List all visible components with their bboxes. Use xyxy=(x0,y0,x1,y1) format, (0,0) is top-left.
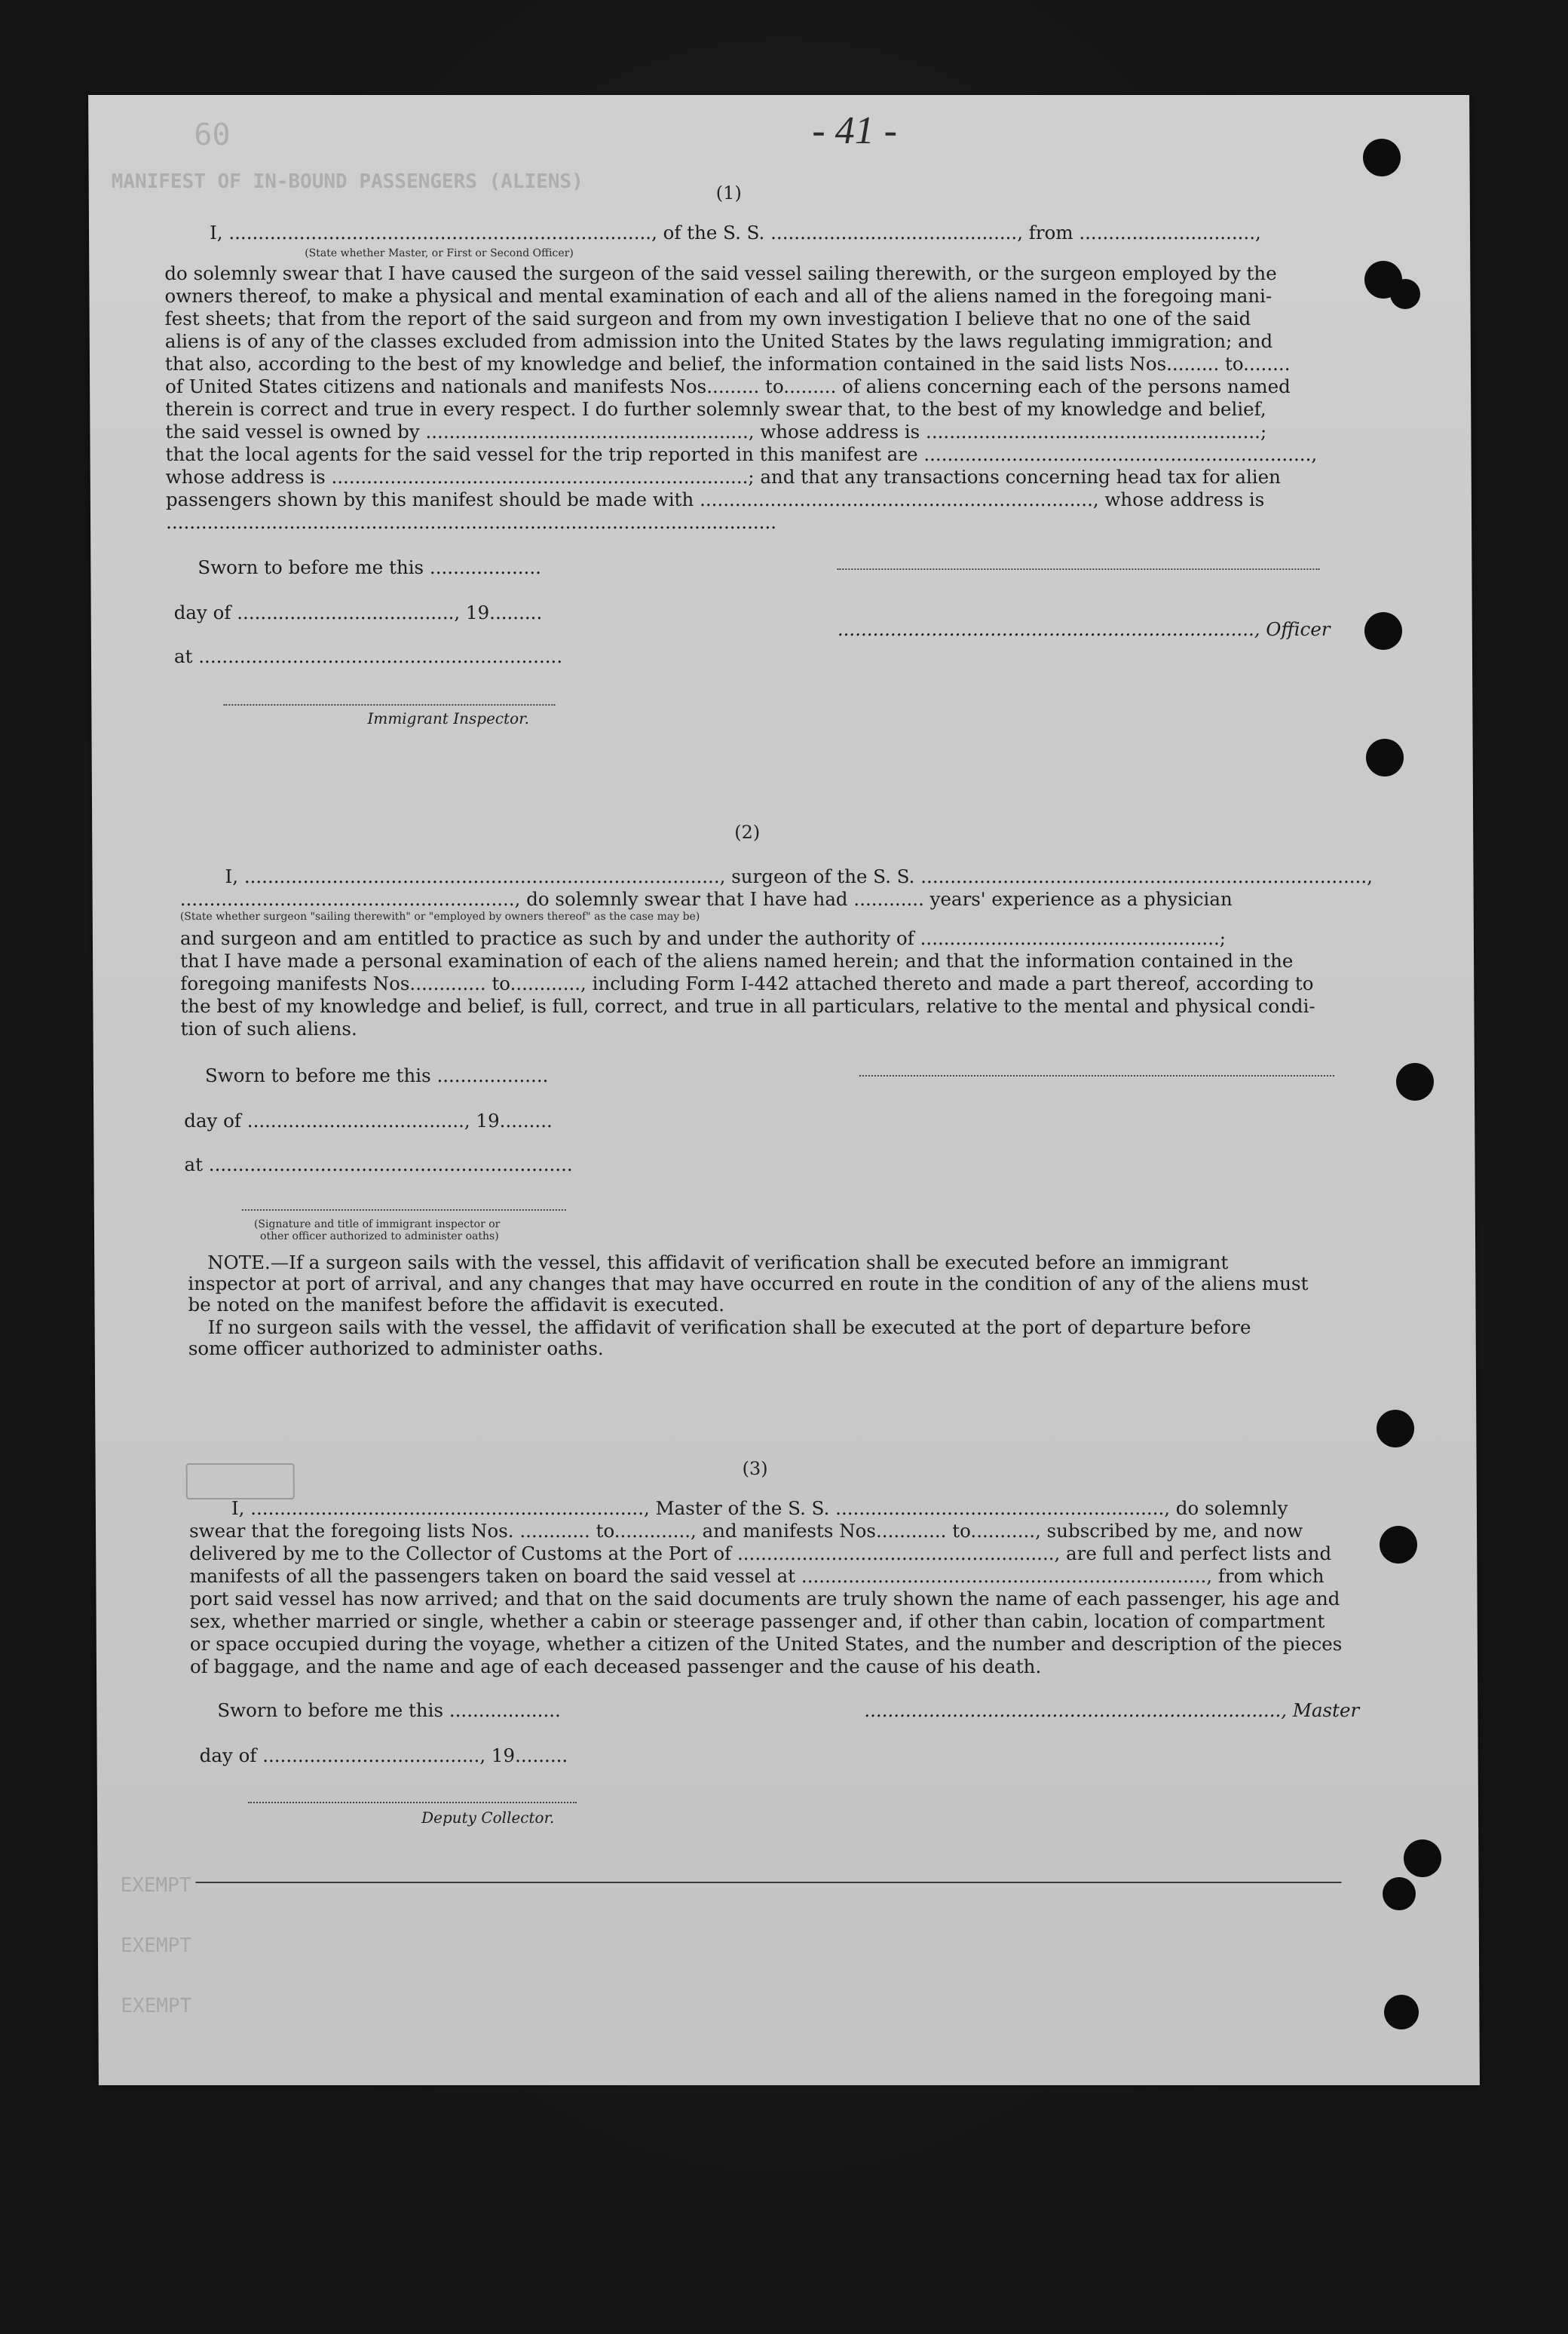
bleed-title: MANIFEST OF IN-BOUND PASSENGERS (ALIENS) xyxy=(111,170,583,193)
s3-line-4: manifests of all the passengers taken on board the said vessel at ....................................................................., from which xyxy=(189,1565,1325,1587)
bottom-rule xyxy=(195,1882,1341,1883)
section-3-number: (3) xyxy=(742,1458,768,1479)
s3-line-8: of baggage, and the name and age of each deceased passenger and the cause of his death. xyxy=(189,1656,1042,1677)
s1-officer: ......................................................................., Officer xyxy=(837,618,1331,640)
s3-day: day of ....................................., 19......... xyxy=(199,1744,568,1766)
s2-line-7: tion of such aliens. xyxy=(180,1018,357,1040)
s1-note-master: (State whether Master, or First or Second Officer) xyxy=(305,247,574,259)
punch-hole-11 xyxy=(1384,1995,1419,2029)
s1-inspector: Immigrant Inspector. xyxy=(367,709,529,727)
s3-collector-line xyxy=(248,1802,577,1803)
bleed-page-number: 60 xyxy=(194,118,231,152)
s1-inspector-line xyxy=(223,704,555,706)
manifest-back-page xyxy=(88,95,1480,2085)
s2-line-6: the best of my knowledge and belief, is full, correct, and true in all particulars, relative to the mental and physical condi- xyxy=(180,995,1315,1017)
punch-hole-10 xyxy=(1383,1877,1416,1910)
punch-hole-4 xyxy=(1364,612,1402,650)
s2-sworn: Sworn to before me this ................... xyxy=(204,1064,549,1086)
s2-note-2: inspector at port of arrival, and any changes that may have occurred en route in the condition of any of the aliens must xyxy=(188,1273,1309,1294)
punch-hole-6 xyxy=(1396,1063,1434,1101)
s2-line-5: foregoing manifests Nos............. to............, including Form I-442 attached thereto and made a part thereof, according to xyxy=(180,972,1314,994)
s3-master: ......................................................................., Master xyxy=(864,1699,1360,1721)
s3-line-7: or space occupied during the voyage, whether a citizen of the United States, and the number and description of the pieces xyxy=(189,1633,1343,1655)
section-1-number: (1) xyxy=(715,182,742,204)
s3-sworn: Sworn to before me this ................... xyxy=(217,1699,561,1721)
punch-hole-1 xyxy=(1363,139,1401,176)
punch-hole-7 xyxy=(1377,1410,1414,1447)
bleed-exempt-1: EXEMPT xyxy=(120,1874,191,1897)
s1-day: day of ....................................., 19......... xyxy=(173,602,543,623)
s2-note-4: If no surgeon sails with the vessel, the affidavit of verification shall be executed at the port of departure before xyxy=(207,1316,1251,1338)
section-2-number: (2) xyxy=(734,822,761,843)
punch-hole-3 xyxy=(1390,279,1420,309)
s1-line-11: whose address is .......................................................................; and that any transactions concerning head tax for alien xyxy=(165,466,1281,488)
bleed-exempt-2: EXEMPT xyxy=(120,1934,191,1957)
s3-line-3: delivered by me to the Collector of Customs at the Port of ......................................................, are full and perfect lists and xyxy=(189,1542,1332,1564)
s2-signature-note-2: other officer authorized to administer oaths) xyxy=(259,1230,499,1242)
handwritten-sheet-number: - 41 - xyxy=(812,109,898,152)
s1-line-8: therein is correct and true in every respect. I do further solemnly swear that, to the best of my knowledge and belief, xyxy=(165,398,1266,420)
s2-line-4: that I have made a personal examination of each of the aliens named herein; and that the information contained in the xyxy=(180,950,1294,972)
s2-line-3: and surgeon and am entitled to practice as such by and under the authority of ...................................................; xyxy=(179,927,1227,949)
s2-inspector-line xyxy=(242,1209,566,1211)
s1-signature-line xyxy=(837,568,1319,570)
bleed-stamp xyxy=(186,1463,295,1499)
s2-note-5: some officer authorized to administer oaths. xyxy=(188,1337,604,1359)
s3-collector: Deputy Collector. xyxy=(421,1809,555,1827)
s2-signature-note-1: (Signature and title of immigrant inspector or xyxy=(253,1218,501,1230)
s2-at: at .............................................................. xyxy=(184,1153,573,1175)
s2-line-1: I, ................................................................................., surgeon of the S. S. ............................................................................, xyxy=(225,865,1373,887)
s1-line-7: of United States citizens and nationals and manifests Nos......... to......... of aliens concerning each of the persons named xyxy=(165,375,1291,397)
s1-line-1: I, ........................................................................, of the S. S. .........................................., from .............................., xyxy=(209,222,1261,244)
s1-line-13: ........................................................................................................ xyxy=(165,511,777,533)
s1-line-3: owners thereof, to make a physical and mental examination of each and all of the aliens named in the foregoing mani- xyxy=(164,285,1272,307)
s3-line-2: swear that the foregoing lists Nos. ............ to............., and manifests Nos............ to..........., subscribed by me, and now xyxy=(188,1520,1303,1542)
s1-line-10: that the local agents for the said vessel for the trip reported in this manifest are .................................................................., xyxy=(165,443,1318,465)
s3-line-5: port said vessel has now arrived; and that on the said documents are truly shown the name of each passenger, his age and xyxy=(189,1588,1340,1610)
s3-line-1: I, ..................................................................., Master of the S. S. ........................................................, do solemnly xyxy=(231,1497,1288,1519)
s2-day: day of ....................................., 19......... xyxy=(184,1110,553,1132)
s1-at: at .............................................................. xyxy=(173,645,563,667)
punch-hole-8 xyxy=(1380,1526,1417,1564)
s2-note-3: be noted on the manifest before the affidavit is executed. xyxy=(188,1294,725,1316)
bleed-exempt-3: EXEMPT xyxy=(121,1995,192,2017)
s3-line-6: sex, whether married or single, whether a cabin or steerage passenger and, if other than cabin, location of compartment xyxy=(189,1610,1325,1632)
s2-signature-line xyxy=(859,1075,1334,1077)
s1-line-2: do solemnly swear that I have caused the surgeon of the said vessel sailing therewith, or the surgeon employed by the xyxy=(164,262,1277,284)
s1-line-12: passengers shown by this manifest should be made with ..................................................................., whose address is xyxy=(165,489,1265,510)
s1-line-4: fest sheets; that from the report of the said surgeon and from my own investigation I believe that no one of the said xyxy=(164,308,1251,329)
s2-note-1: NOTE.—If a surgeon sails with the vessel, this affidavit of verification shall be executed before an immigrant xyxy=(207,1251,1229,1273)
s1-line-9: the said vessel is owned by ......................................................., whose address is .........................................................; xyxy=(165,421,1267,443)
s1-line-6: that also, according to the best of my knowledge and belief, the information contained in the said lists Nos......... to........ xyxy=(164,353,1291,375)
s1-line-5: aliens is of any of the classes excluded from admission into the United States by the laws regulating immigration; and xyxy=(164,330,1273,352)
s2-line-2: ........................................................., do solemnly swear that I have had ............ years' experience as a physician xyxy=(179,888,1233,910)
s2-note-surgeon: (State whether surgeon "sailing therewith" or "employed by owners thereof" as the case may be) xyxy=(179,911,700,923)
punch-hole-9 xyxy=(1404,1839,1441,1877)
s1-sworn: Sworn to before me this ................... xyxy=(198,556,541,578)
punch-hole-5 xyxy=(1366,739,1404,776)
